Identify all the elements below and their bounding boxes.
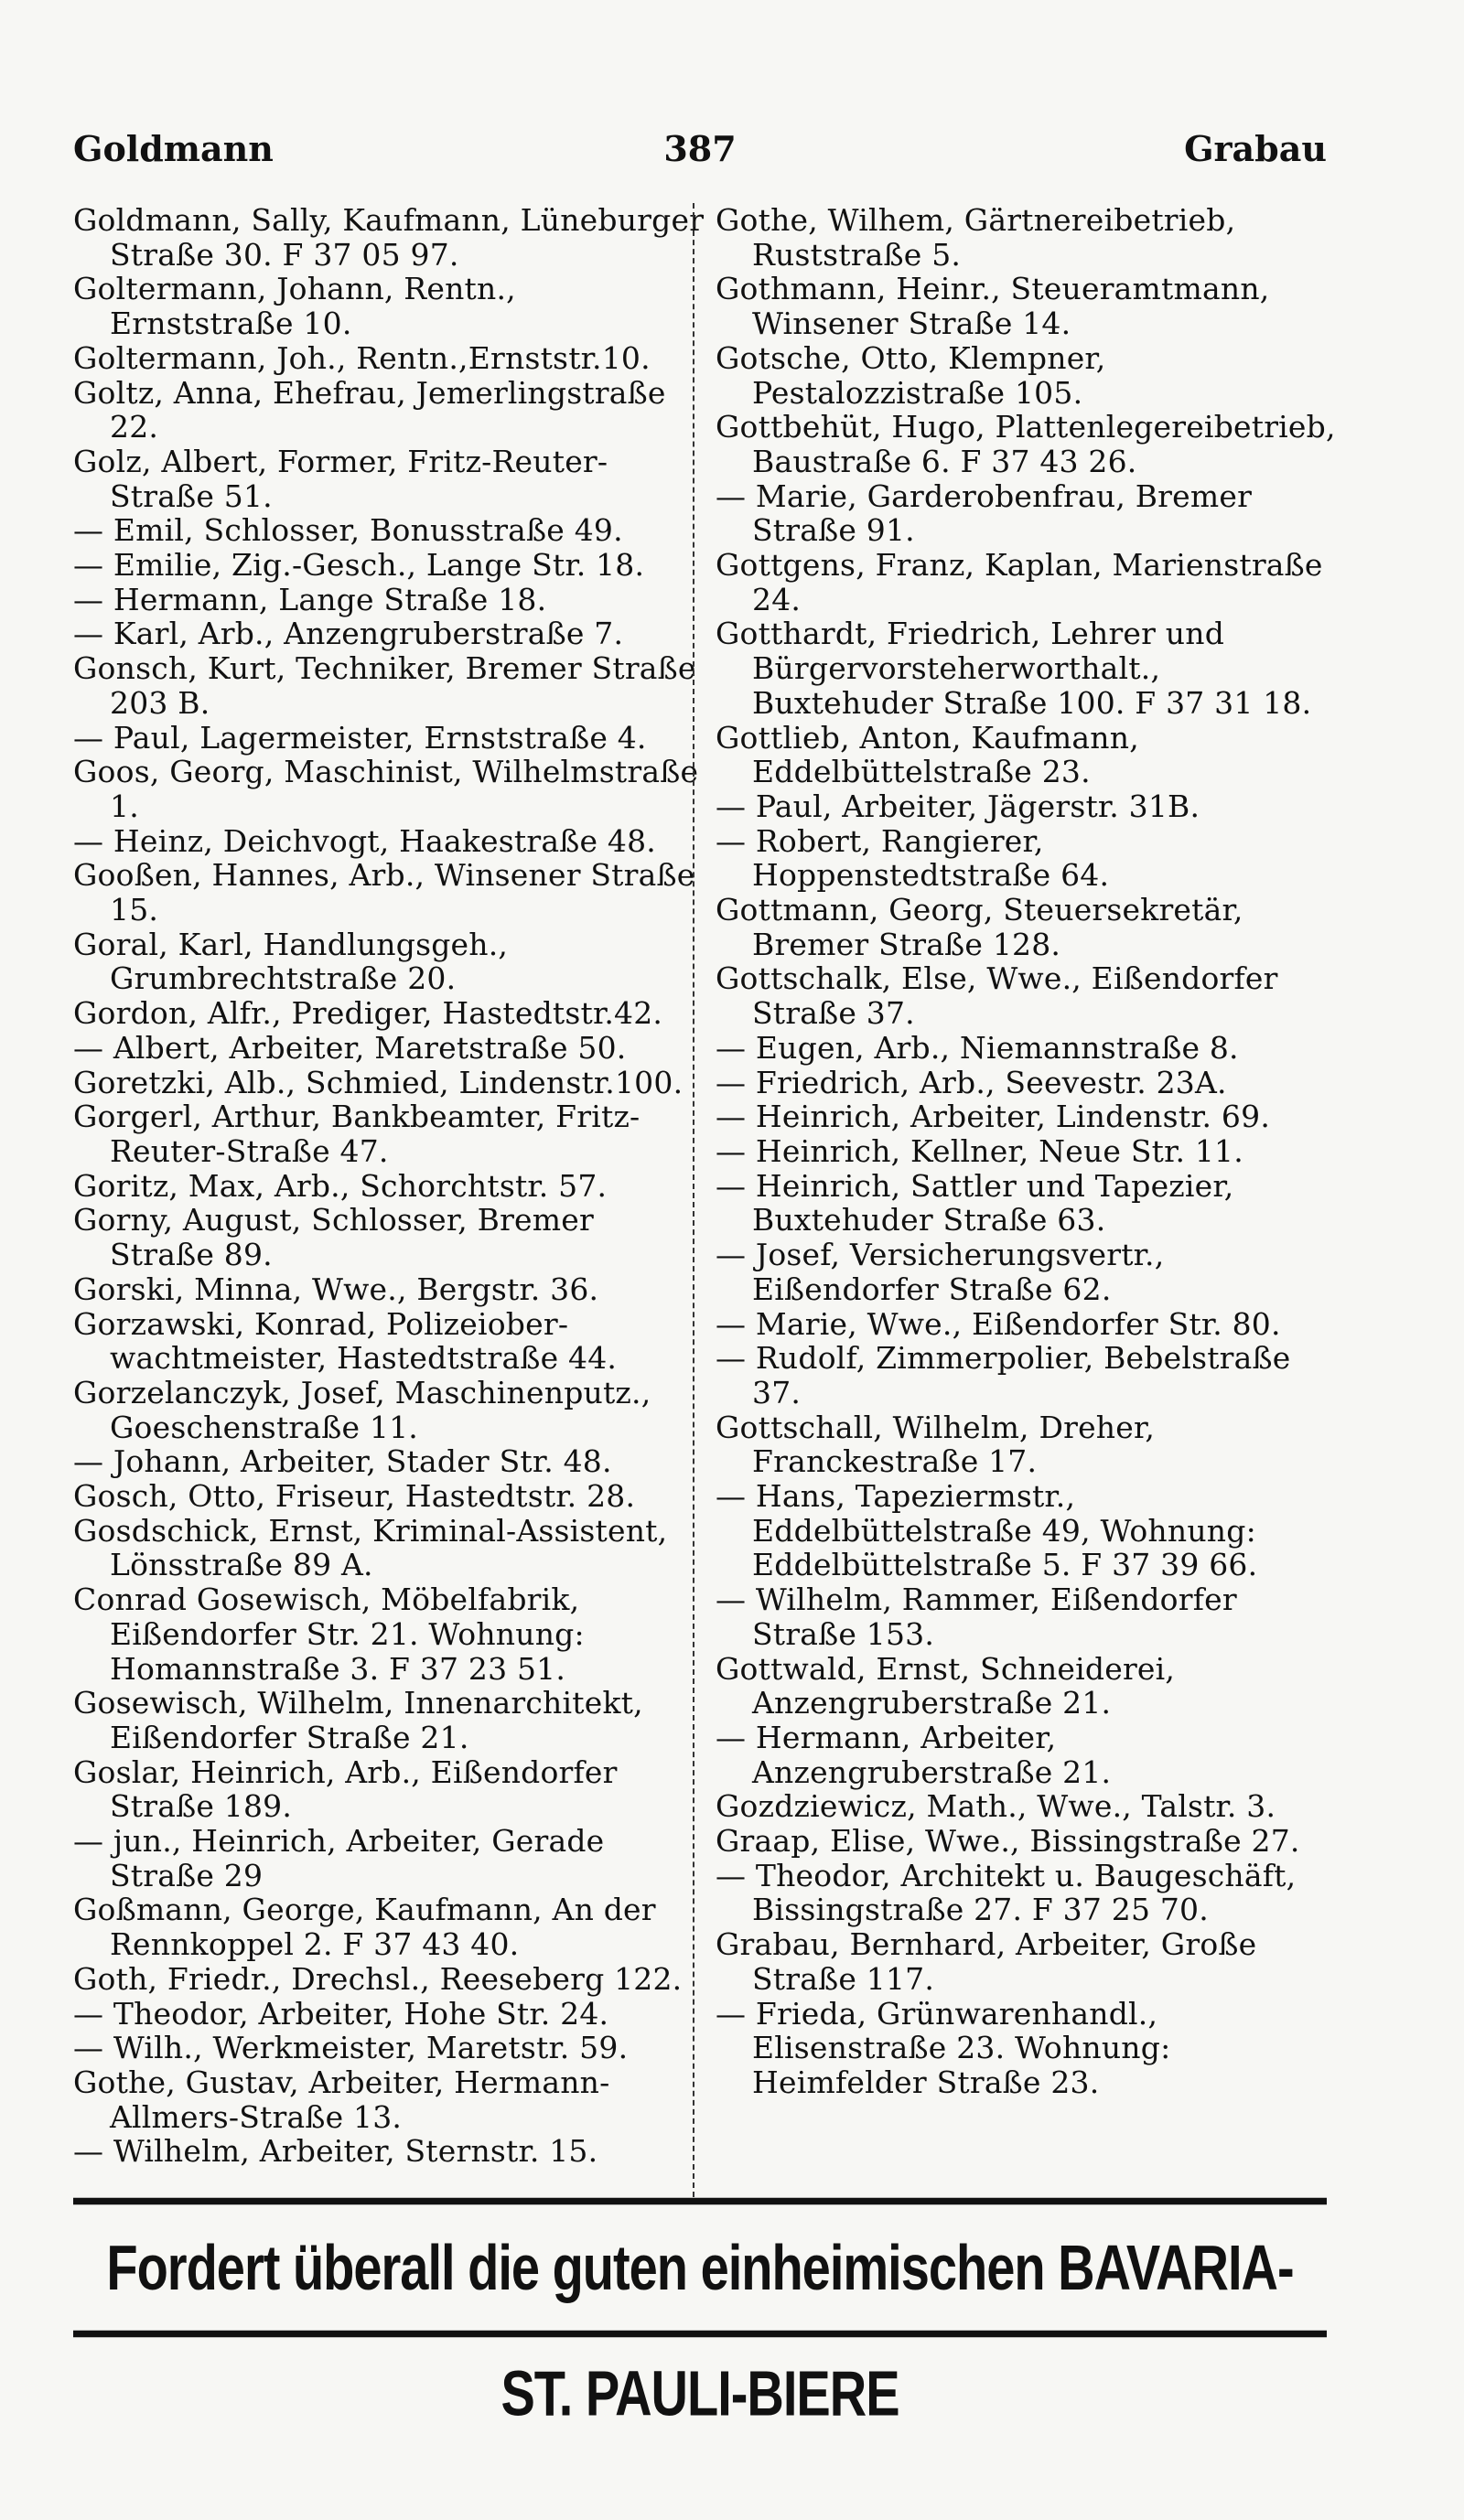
directory-entry: — Friedrich, Arb., Seevestr. 23A. [716, 1064, 1227, 1100]
directory-entry: — Hans, Tapeziermstr., Eddelbüttelstraße 49, Wohnung: Eddelbüttelstraße 5. F 37 39 66. [716, 1478, 1258, 1583]
directory-entry: Grabau, Bernhard, Arbeiter, Große Straße 117. [716, 1926, 1257, 1997]
directory-entry: Gottbehüt, Hugo, Plattenlegereibetrieb, Baustraße 6. F 37 43 26. [716, 409, 1336, 479]
directory-entry: — Wilh., Werkmeister, Maretstr. 59. [73, 2030, 629, 2066]
directory-entry: — Heinrich, Arbeiter, Lindenstr. 69. [716, 1099, 1271, 1135]
directory-entry: Gorzelanczyk, Josef, Maschinenputz., Goeschenstraße 11. [73, 1374, 651, 1445]
directory-entry: — Paul, Arbeiter, Jägerstr. 31B. [716, 788, 1200, 824]
directory-entry: — Karl, Arb., Anzengruberstraße 7. [73, 616, 624, 652]
directory-entry: — Wilhelm, Arbeiter, Sternstr. 15. [73, 2133, 598, 2170]
directory-entry: — Josef, Versicherungsvertr., Eißendorfer Straße 62. [716, 1237, 1165, 1307]
directory-entry: — Hermann, Arbeiter, Anzengruberstraße 21. [716, 1719, 1112, 1790]
directory-entry: Gorgerl, Arthur, Bankbeamter, Fritz-Reuter-Straße 47. [73, 1099, 640, 1169]
directory-entry: Gottlieb, Anton, Kaufmann, Eddelbüttelstraße 23. [716, 719, 1139, 790]
directory-entry: Golz, Albert, Former, Fritz-Reuter-Straße 51. [73, 443, 608, 514]
directory-entry: Gottschall, Wilhelm, Dreher, Franckestraße 17. [716, 1409, 1156, 1480]
directory-entry: Goral, Karl, Handlungsgeh., Grumbrechtstraße 20. [73, 926, 509, 997]
directory-entry: Gorski, Minna, Wwe., Bergstr. 36. [73, 1271, 599, 1307]
directory-entry: — Frieda, Grünwarenhandl., Elisenstraße 23. Wohnung: Heimfelder Straße 23. [716, 1995, 1171, 2100]
directory-entry: Goslar, Heinrich, Arb., Eißendorfer Straße 189. [73, 1753, 618, 1825]
directory-entry: Gothe, Wilhem, Gärtnereibetrieb, Ruststraße 5. [716, 203, 1236, 273]
directory-entry: Gosewisch, Wilhelm, Innenarchitekt, Eißendorfer Straße 21. [73, 1685, 643, 1755]
directory-entry: — Marie, Garderobenfrau, Bremer Straße 91. [716, 477, 1253, 549]
directory-entry: Graap, Elise, Wwe., Bissingstraße 27. [716, 1823, 1300, 1860]
directory-entry: — Robert, Rangierer, Hoppenstedtstraße 64. [716, 822, 1110, 894]
directory-entry: Gottschalk, Else, Wwe., Eißendorfer Straße 37. [716, 960, 1278, 1032]
directory-entry: Goltz, Anna, Ehefrau, Jemerlingstraße 22. [73, 374, 666, 445]
directory-entry: — Eugen, Arb., Niemannstraße 8. [716, 1029, 1239, 1066]
directory-entry: Gotsche, Otto, Klempner, Pestalozzistraße 105. [716, 339, 1106, 411]
directory-entry: Goritz, Max, Arb., Schorchtstr. 57. [73, 1167, 608, 1204]
directory-entry: — Johann, Arbeiter, Stader Str. 48. [73, 1443, 612, 1480]
right-column [716, 203, 1347, 2197]
directory-entry: — Albert, Arbeiter, Maretstraße 50. [73, 1029, 627, 1066]
directory-entry: Goldmann, Sally, Kaufmann, Lüneburger Straße 30. F 37 05 97. [73, 203, 705, 273]
directory-entry: Gothmann, Heinr., Steueramtmann, Winsener Straße 14. [716, 271, 1270, 342]
directory-entry: — Heinz, Deichvogt, Haakestraße 48. [73, 822, 656, 859]
directory-entry: Goretzki, Alb., Schmied, Lindenstr.100. [73, 1064, 684, 1100]
directory-entry: — Heinrich, Kellner, Neue Str. 11. [716, 1132, 1243, 1169]
left-column [73, 203, 705, 2197]
directory-entry: — Heinrich, Sattler und Tapezier, Buxtehuder Straße 63. [716, 1167, 1234, 1239]
directory-entry: Gozdziewicz, Math., Wwe., Talstr. 3. [716, 1788, 1276, 1825]
directory-entry: Goos, Georg, Maschinist, Wilhelmstraße 1. [73, 754, 699, 824]
directory-entry: Gotthardt, Friedrich, Lehrer und Bürgervorsteherworthalt., Buxtehuder Straße 100. F 37 31 18. [716, 616, 1312, 721]
directory-entry: — Rudolf, Zimmerpolier, Bebelstraße 37. [716, 1340, 1291, 1410]
directory-entry: — Marie, Wwe., Eißendorfer Str. 80. [716, 1305, 1281, 1342]
directory-entry: Gonsch, Kurt, Techniker, Bremer Straße 203 B. [73, 650, 696, 721]
directory-entry: Gosch, Otto, Friseur, Hastedtstr. 28. [73, 1478, 636, 1515]
directory-entry: Gooßen, Hannes, Arb., Winsener Straße 15. [73, 857, 695, 928]
directory-entry: Gorny, August, Schlosser, Bremer Straße 89. [73, 1202, 594, 1273]
header-last-name: Grabau [1184, 128, 1327, 169]
page-number: 387 [663, 128, 737, 169]
directory-entry: — Emilie, Zig.-Gesch., Lange Str. 18. [73, 547, 645, 584]
directory-entry: Goßmann, George, Kaufmann, An der Rennkoppel 2. F 37 43 40. [73, 1892, 656, 1963]
advertisement-banner: Fordert überall die guten einheimischen BAVARIA-ST. PAULI-BIERE [73, 2198, 1327, 2338]
directory-entry: Gottmann, Georg, Steuersekretär, Bremer Straße 128. [716, 892, 1243, 962]
directory-entry: — Wilhelm, Rammer, Eißendorfer Straße 153. [716, 1582, 1237, 1652]
directory-entry: Gosdschick, Ernst, Kriminal-Assistent, Lönsstraße 89 A. [73, 1512, 668, 1583]
directory-entry: Gottwald, Ernst, Schneiderei, Anzengruberstraße 21. [716, 1650, 1176, 1721]
directory-entry: — Theodor, Architekt u. Baugeschäft, Bissingstraße 27. F 37 25 70. [716, 1857, 1297, 1928]
directory-entry: — jun., Heinrich, Arbeiter, Gerade Straße 29 [73, 1823, 605, 1893]
directory-entry: Gorzawski, Konrad, Polizeiober-wachtmeister, Hastedtstraße 44. [73, 1305, 618, 1377]
directory-entry: Gottgens, Franz, Kaplan, Marienstraße 24. [716, 547, 1323, 617]
column-divider [693, 203, 694, 2197]
directory-entry: Conrad Gosewisch, Möbelfabrik, Eißendorfer Str. 21. Wohnung: Homannstraße 3. F 37 23 51. [73, 1582, 585, 1687]
directory-entry: Gothe, Gustav, Arbeiter, Hermann-Allmers-Straße 13. [73, 2064, 610, 2135]
page-header [73, 128, 1327, 183]
directory-entry: Goltermann, Joh., Rentn.,Ernststr.10. [73, 339, 651, 376]
header-first-name: Goldmann [73, 128, 274, 169]
directory-entry: Goltermann, Johann, Rentn., Ernststraße 10. [73, 271, 516, 342]
directory-entry: Gordon, Alfr., Prediger, Hastedtstr.42. [73, 995, 663, 1032]
directory-entry: Goth, Friedr., Drechsl., Reeseberg 122. [73, 1960, 683, 1997]
directory-entry: — Emil, Schlosser, Bonusstraße 49. [73, 512, 623, 549]
directory-entry: — Hermann, Lange Straße 18. [73, 581, 547, 617]
directory-entry: — Theodor, Arbeiter, Hohe Str. 24. [73, 1995, 609, 2032]
directory-entry: — Paul, Lagermeister, Ernststraße 4. [73, 719, 647, 756]
